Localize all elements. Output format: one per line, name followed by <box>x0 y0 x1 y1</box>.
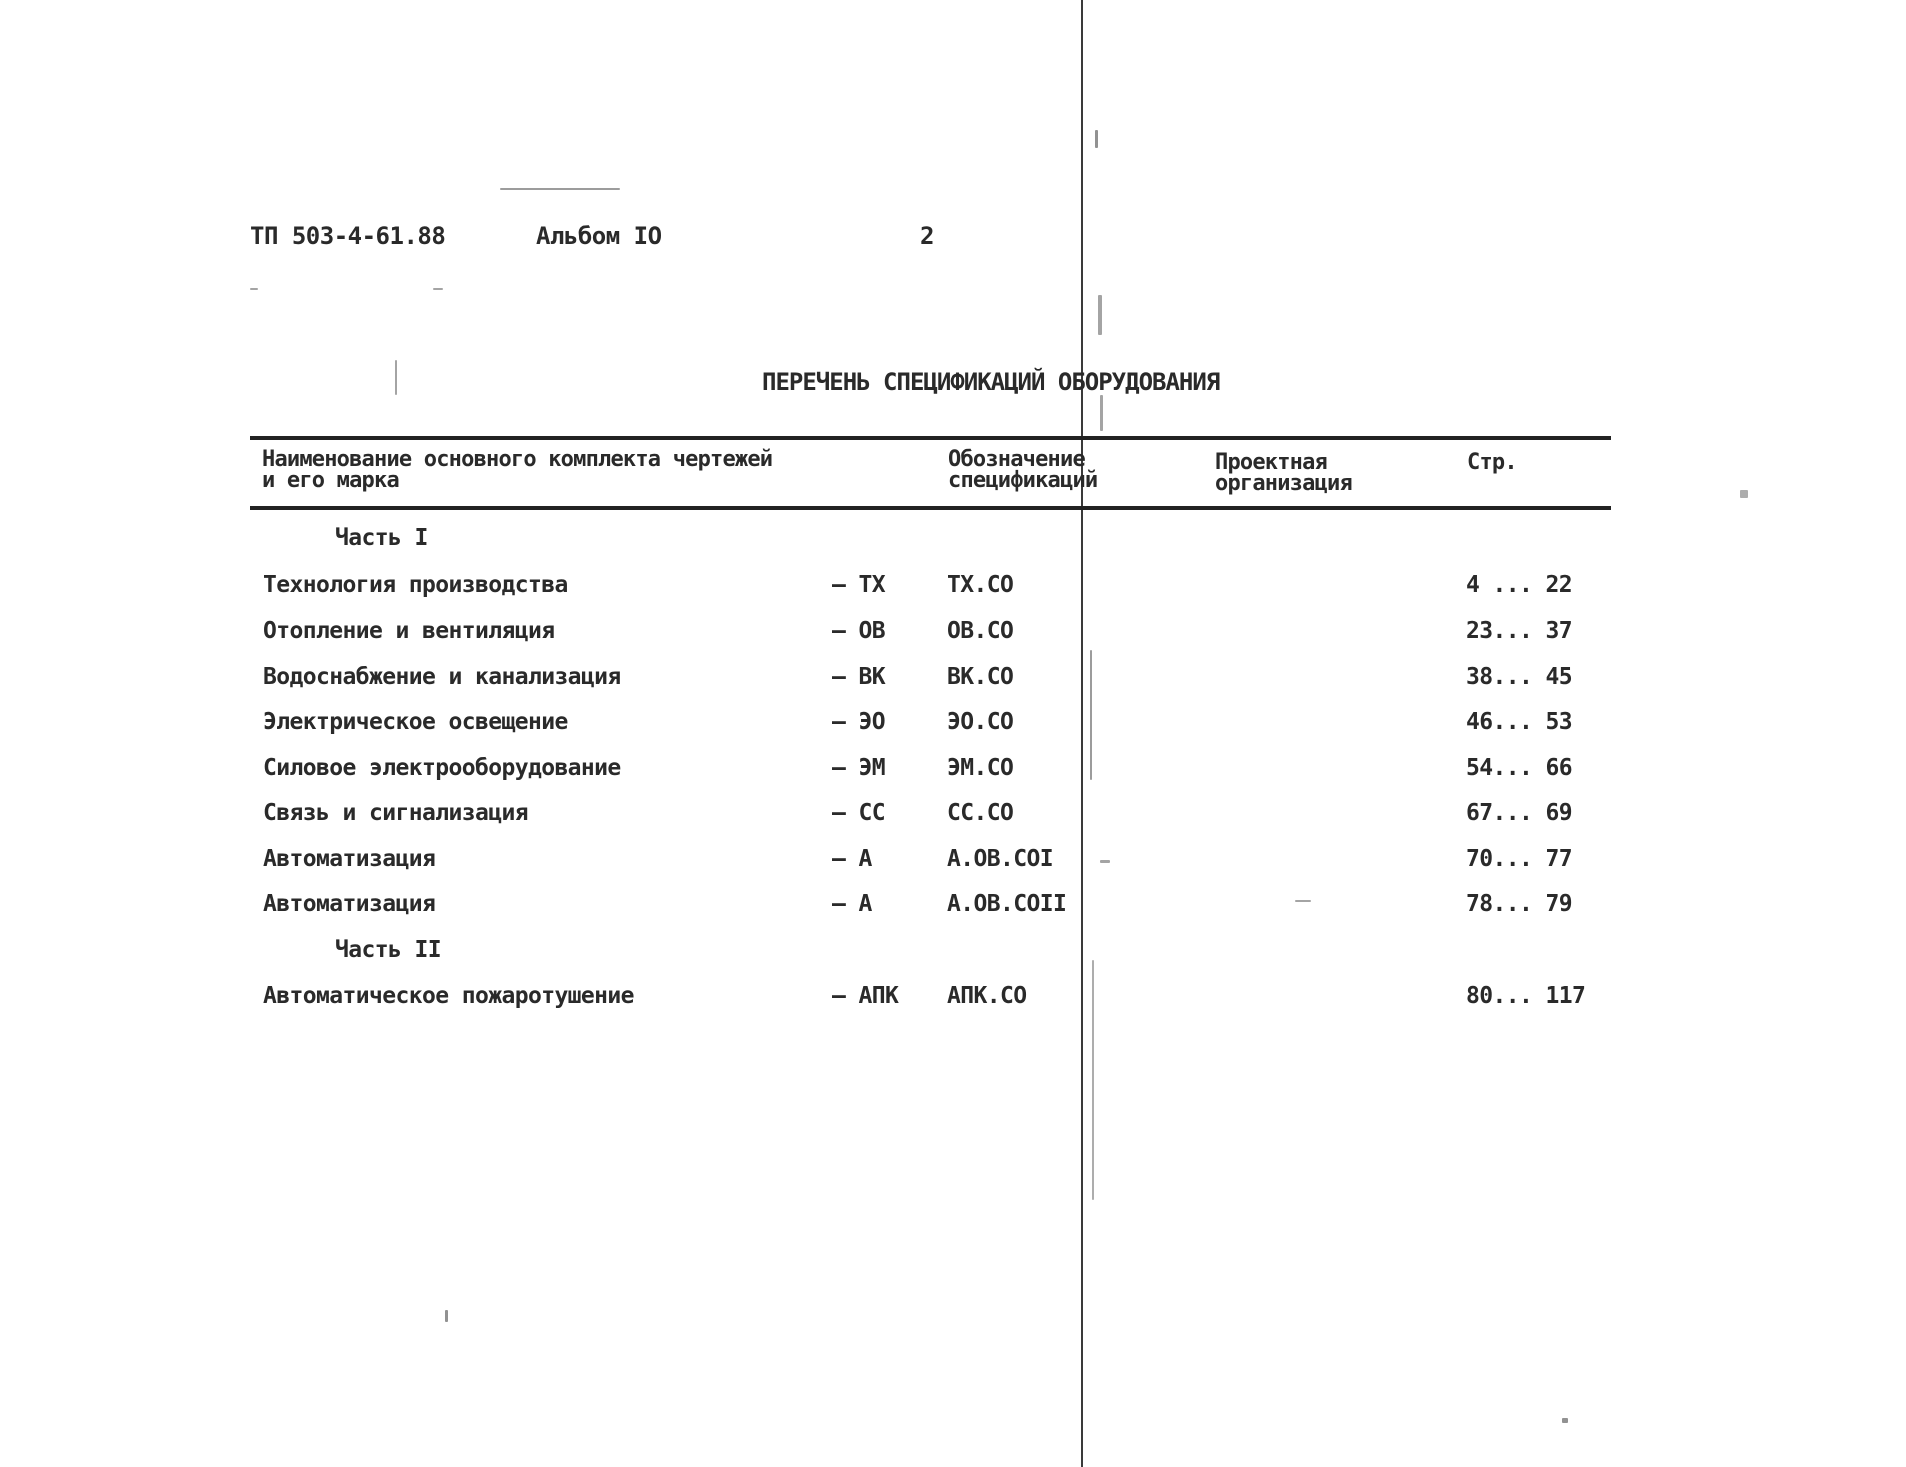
row-pages: 23... 37 <box>1466 618 1572 644</box>
scan-speck <box>433 288 443 290</box>
row-name: Силовое электрооборудование <box>263 755 621 781</box>
scan-speck <box>395 360 397 395</box>
column-header-org-line1: Проектная <box>1215 450 1328 475</box>
row-spec: СС.СО <box>947 800 1014 826</box>
row-mark: – ЭМ <box>832 755 885 781</box>
row-mark: – А <box>832 846 872 872</box>
row-mark: – ОВ <box>832 618 885 644</box>
row-pages: 80... 117 <box>1466 983 1586 1009</box>
row-spec: ОВ.СО <box>947 618 1014 644</box>
part-heading: Часть II <box>335 937 441 963</box>
scan-speck <box>1562 1418 1568 1423</box>
scan-speck <box>500 188 620 190</box>
scan-speck <box>1740 490 1748 498</box>
row-pages: 67... 69 <box>1466 800 1572 826</box>
column-header-spec-line1: Обозначение <box>948 447 1085 472</box>
table-header-rule <box>250 506 1611 510</box>
page-number: 2 <box>920 222 934 250</box>
row-name: Связь и сигнализация <box>263 800 528 826</box>
scan-speck <box>1100 395 1103 431</box>
column-header-spec <box>948 449 1097 491</box>
part-heading: Часть I <box>335 525 428 551</box>
doc-code: ТП 503-4-61.88 <box>250 222 446 250</box>
column-header-page <box>1467 452 1517 473</box>
row-pages: 46... 53 <box>1466 709 1572 735</box>
row-name: Автоматическое пожаротушение <box>263 983 634 1009</box>
album-label: Альбом IO <box>536 222 662 250</box>
column-header-org <box>1215 452 1352 494</box>
row-mark: – АПК <box>832 983 899 1009</box>
row-name: Электрическое освещение <box>263 709 568 735</box>
row-name: Отопление и вентиляция <box>263 618 555 644</box>
column-header-spec-line2: спецификаций <box>948 468 1098 493</box>
row-mark: – А <box>832 891 872 917</box>
row-spec: А.ОВ.СОII <box>947 891 1067 917</box>
page-title: ПЕРЕЧЕНЬ СПЕЦИФИКАЦИЙ ОБОРУДОВАНИЯ <box>762 368 1220 396</box>
scan-fold-line <box>1081 0 1083 1467</box>
row-spec: А.ОВ.СОI <box>947 846 1053 872</box>
row-spec: ВК.СО <box>947 664 1014 690</box>
column-header-name-line1: Наименование основного комплекта чертежей <box>262 447 773 472</box>
column-header-page-label: Стр. <box>1467 450 1517 475</box>
row-name: Водоснабжение и канализация <box>263 664 621 690</box>
row-pages: 70... 77 <box>1466 846 1572 872</box>
scan-speck <box>250 288 258 290</box>
row-spec: ЭО.СО <box>947 709 1014 735</box>
row-pages: 4 ... 22 <box>1466 572 1572 598</box>
row-pages: 78... 79 <box>1466 891 1572 917</box>
table-top-rule <box>250 436 1611 440</box>
scan-speck <box>1295 900 1311 902</box>
scan-speck <box>1098 295 1102 335</box>
row-pages: 54... 66 <box>1466 755 1572 781</box>
column-header-name <box>262 449 772 491</box>
row-mark: – СС <box>832 800 885 826</box>
row-spec: ЭМ.СО <box>947 755 1014 781</box>
scan-speck <box>1092 960 1094 1200</box>
row-mark: – ТХ <box>832 572 885 598</box>
row-name: Автоматизация <box>263 846 436 872</box>
row-name: Технология производства <box>263 572 568 598</box>
scan-speck <box>1095 130 1098 148</box>
scan-speck <box>1100 860 1110 863</box>
row-spec: АПК.СО <box>947 983 1027 1009</box>
row-pages: 38... 45 <box>1466 664 1572 690</box>
row-name: Автоматизация <box>263 891 436 917</box>
scan-speck <box>1090 650 1092 780</box>
column-header-org-line2: организация <box>1215 471 1352 496</box>
row-spec: ТХ.СО <box>947 572 1014 598</box>
row-mark: – ЭО <box>832 709 885 735</box>
row-mark: – ВК <box>832 664 885 690</box>
scan-speck <box>445 1310 448 1322</box>
column-header-name-line2: и его марка <box>262 468 399 493</box>
